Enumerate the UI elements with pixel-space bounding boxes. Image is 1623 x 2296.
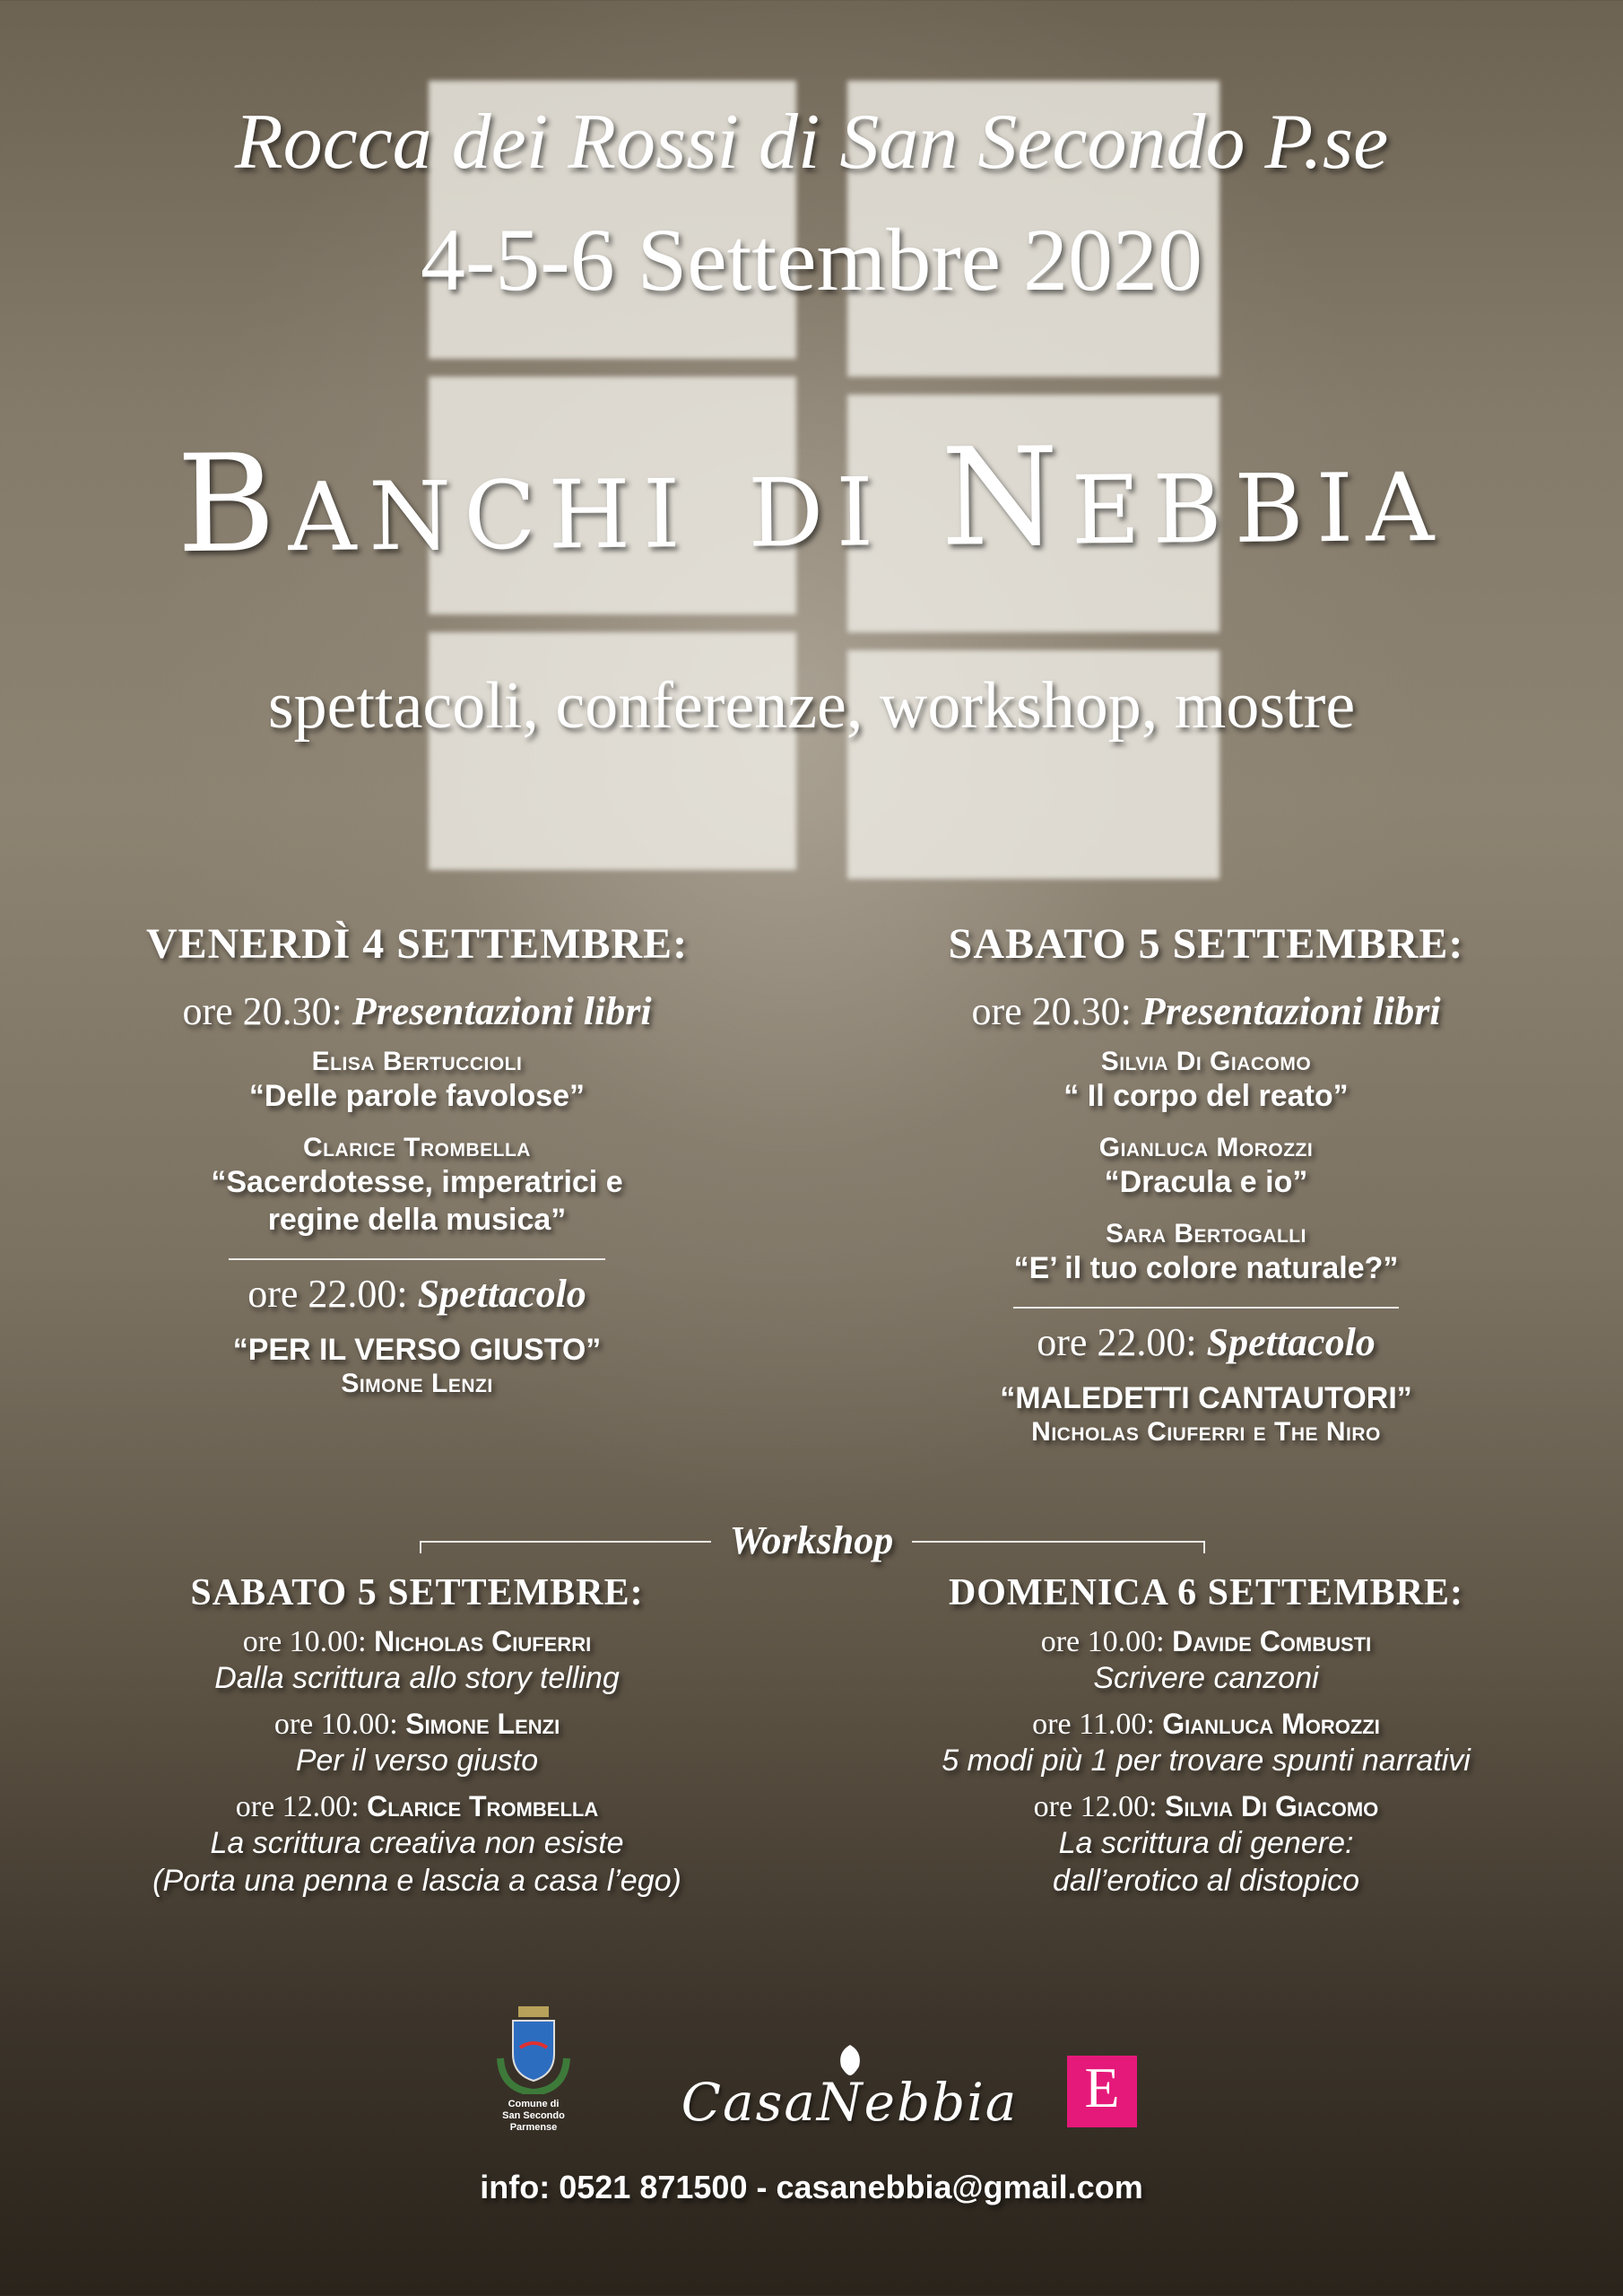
time-label: ore 12.00:: [1033, 1790, 1158, 1823]
workshop-desc: Scrivere canzoni: [1093, 1661, 1319, 1695]
author-name: Sara Bertogalli: [1106, 1219, 1306, 1248]
speaker-name: Clarice Trombella: [367, 1790, 599, 1822]
workshop-desc: La scrittura creativa non esiste: [210, 1826, 624, 1860]
slot-type: Presentazioni libri: [352, 989, 652, 1033]
time-label: ore 20.30:: [971, 989, 1132, 1033]
time-label: ore 12.00:: [235, 1790, 360, 1823]
author-name: Elisa Bertuccioli: [311, 1047, 523, 1076]
workshop-desc: 5 modi più 1 per trovare spunti narrativi: [942, 1744, 1471, 1778]
divider: [1013, 1307, 1399, 1309]
workshop-desc-cont: (Porta una penna e lascia a casa l’ego): [152, 1864, 681, 1898]
show-title: “PER IL VERSO GIUSTO”: [232, 1333, 602, 1367]
workshop-item: [90, 1625, 744, 1659]
workshop-label: Workshop: [729, 1518, 894, 1562]
speaker-name: Silvia Di Giacomo: [1165, 1790, 1379, 1822]
day-title: VENERDÌ 4 SETTEMBRE:: [145, 920, 689, 968]
casanebbia-logo: [668, 2043, 1031, 2133]
book-title: “E’ il tuo colore naturale?”: [1013, 1251, 1399, 1285]
show-author: Simone Lenzi: [341, 1369, 493, 1398]
workshop-item: [879, 1708, 1533, 1742]
comune-name-line1: Comune di: [508, 2099, 560, 2109]
time-label: ore 11.00:: [1032, 1708, 1155, 1741]
workshop-sunday: [879, 1571, 1533, 1900]
day-title: SABATO 5 SETTEMBRE:: [948, 920, 1464, 968]
divider: [229, 1258, 605, 1260]
workshop-item: [879, 1625, 1533, 1659]
workshop-desc: Per il verso giusto: [295, 1744, 539, 1778]
comune-logo: [480, 2005, 587, 2134]
workshop-rule-left: [420, 1541, 711, 1543]
friday-column: [90, 919, 744, 1399]
book-title: “Delle parole favolose”: [248, 1079, 586, 1113]
workshop-tick-left: [420, 1541, 421, 1553]
slot-type: Spettacolo: [1206, 1320, 1376, 1364]
time-label: ore 22.00:: [1037, 1320, 1197, 1364]
workshop-desc-cont: dall’erotico al distopico: [1052, 1864, 1360, 1898]
speaker-name: Davide Combusti: [1172, 1625, 1372, 1657]
book-title: “Sacerdotesse, imperatrici e: [211, 1165, 623, 1199]
book-title-cont: regine della musica”: [267, 1203, 567, 1237]
show-title: “MALEDETTI CANTAUTORI”: [1000, 1381, 1412, 1415]
e-logo-letter: E: [1084, 2056, 1120, 2119]
speaker-name: Gianluca Morozzi: [1162, 1708, 1380, 1740]
book-title: “ Il corpo del reato”: [1063, 1079, 1349, 1113]
workshop-tick-right: [1203, 1541, 1205, 1553]
event-title: Banchi di Nebbia: [176, 415, 1447, 584]
workshop-rule-right: [912, 1541, 1205, 1543]
author-name: Gianluca Morozzi: [1098, 1133, 1314, 1162]
speaker-name: Simone Lenzi: [405, 1708, 560, 1740]
time-label: ore 10.00:: [242, 1625, 367, 1658]
slot-type: Spettacolo: [417, 1272, 586, 1316]
workshop-item: [90, 1708, 744, 1742]
time-slot: [879, 988, 1533, 1034]
time-slot: [90, 1271, 744, 1317]
saturday-column: [879, 919, 1533, 1448]
book-title: “Dracula e io”: [1104, 1165, 1308, 1199]
coat-of-arms-icon: [493, 2005, 574, 2094]
event-dates: 4-5-6 Settembre 2020: [420, 210, 1203, 309]
workshop-saturday: [90, 1571, 744, 1900]
contact-info: info: 0521 871500 - casanebbia@gmail.com: [480, 2169, 1143, 2205]
time-label: ore 10.00:: [1040, 1625, 1165, 1658]
time-label: ore 22.00:: [247, 1272, 408, 1316]
day-title: SABATO 5 SETTEMBRE:: [190, 1572, 644, 1613]
workshop-item: [879, 1790, 1533, 1824]
e-publisher-logo: [1067, 2056, 1137, 2127]
show-author: Nicholas Ciuferri e The Niro: [1031, 1417, 1381, 1447]
casanebbia-wordmark: CasaNebbia: [681, 2072, 1019, 2133]
workshop-item: [90, 1790, 744, 1824]
speaker-name: Nicholas Ciuferri: [374, 1625, 592, 1657]
event-subtitle: spettacoli, conferenze, workshop, mostre: [267, 669, 1356, 743]
time-slot: [90, 988, 744, 1034]
venue-title: Rocca dei Rossi di San Secondo P.se: [234, 99, 1389, 186]
slot-type: Presentazioni libri: [1141, 989, 1441, 1033]
author-name: Clarice Trombella: [303, 1133, 531, 1162]
day-title: DOMENICA 6 SETTEMBRE:: [948, 1572, 1464, 1613]
comune-name-line2: San Secondo Parmense: [502, 2110, 565, 2133]
author-name: Silvia Di Giacomo: [1100, 1047, 1312, 1076]
workshop-desc: La scrittura di genere:: [1058, 1826, 1354, 1860]
time-label: ore 20.30:: [182, 989, 343, 1033]
time-label: ore 10.00:: [273, 1708, 398, 1741]
time-slot: [879, 1319, 1533, 1365]
workshop-desc: Dalla scrittura allo story telling: [214, 1661, 620, 1695]
